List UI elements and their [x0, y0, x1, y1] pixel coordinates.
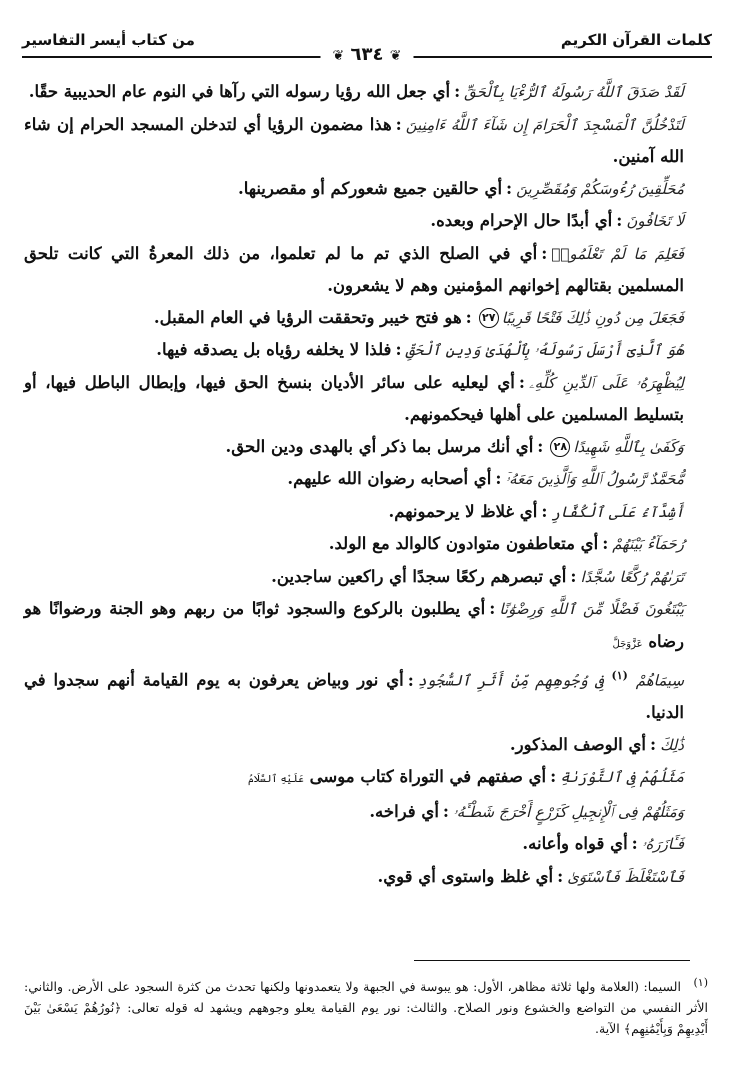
glossary-entry — [24, 593, 704, 660]
separator: : — [395, 114, 402, 134]
glossary-entry — [24, 561, 704, 594]
quran-phrase: ذَٰلِكَ — [660, 735, 684, 754]
page-number-value: ٦٣٤ — [350, 44, 384, 65]
separator: : — [465, 307, 472, 327]
explanation: أي يطلبون بالركوع والسجود ثوابًا من ربهم وهو الجنة ورضوانًا هو رضاه — [24, 599, 684, 651]
quran-phrase: فَٱسْتَغْلَظَ فَٱسْتَوَىٰ — [567, 867, 684, 886]
honorific: عَزَّوَجَلَّ — [612, 638, 643, 650]
glossary-entry — [24, 173, 704, 206]
quran-phrase: سِيمَاهُمْ — [635, 671, 685, 690]
glossary-entry — [24, 76, 704, 109]
quran-phrase: وَمَثَلُهُمْ فِى ٱلْإِنجِيلِ كَزَرْعٍ أَخْرَجَ شَطْـَٔهُۥ — [453, 802, 684, 821]
footnote-marker: (١) — [693, 976, 708, 989]
ornament-icon: ❦ — [389, 48, 402, 64]
quran-phrase: تَرَىٰهُمْ رُكَّعًا سُجَّدًا — [580, 567, 684, 586]
quran-phrase: لَتَدْخُلُنَّ ٱلْمَسْجِدَ ٱلْحَرَامَ إِن شَآءَ ٱللَّهُ ءَامِنِينَ — [405, 115, 684, 134]
honorific: عَلَيْهِ ٱلسَّلَامُ — [248, 774, 304, 785]
explanation: أي فراخه. — [369, 801, 439, 821]
quran-phrase: لِيُظْهِرَهُۥ عَلَى ٱلدِّينِ كُلِّهِۦ — [528, 373, 684, 392]
quran-phrase: رُحَمَآءُ بَيْنَهُمْ — [612, 535, 684, 553]
page-number — [321, 44, 414, 65]
glossary-entry — [24, 431, 704, 464]
quran-phrase: هُوَ ٱلَّذِىٓ أَرْسَلَ رَسُولَهُۥ بِٱلْهُدَىٰ وَدِينِ ٱلْحَقِّ — [405, 341, 684, 359]
glossary-entry — [24, 205, 704, 238]
explanation: أي أبدًا حال الإحرام وبعده. — [430, 211, 613, 230]
quran-phrase: مُّحَمَّدٌ رَّسُولُ ٱللَّهِ وَٱلَّذِينَ مَعَهُۥٓ — [505, 470, 684, 488]
separator: : — [442, 801, 450, 821]
separator: : — [631, 834, 638, 853]
separator: : — [650, 734, 657, 754]
glossary-entry — [24, 660, 704, 729]
separator: : — [495, 469, 502, 488]
glossary-entry — [24, 761, 704, 796]
quran-phrase: لَقَدْ صَدَقَ ٱللَّهُ رَسُولَهُ ٱلرُّءْيَا بِٱلْحَقِّ — [464, 83, 684, 101]
ornament-icon: ❦ — [332, 48, 345, 64]
quran-phrase: فِى وُجُوهِهِم مِّنْ أَثَرِ ٱلسُّجُودِ — [417, 671, 604, 690]
verse-number-icon: ٢٧ — [479, 308, 499, 328]
explanation: أي متعاطفون متوادون كالوالد مع الولد. — [328, 534, 599, 553]
separator: : — [407, 670, 414, 690]
separator: : — [395, 340, 402, 359]
glossary-entry — [24, 796, 704, 829]
glossary-entry — [24, 109, 704, 173]
book-title: كلمات القرآن الكريم — [560, 31, 712, 49]
glossary-entry — [24, 367, 704, 431]
explanation: هو فتح خيبر وتحققت الرؤيا في العام المقبل. — [153, 307, 462, 327]
verse-number-icon: ٢٨ — [550, 437, 570, 457]
separator: : — [454, 82, 461, 101]
quran-phrase: فَـَٔازَرَهُۥ — [641, 835, 684, 853]
quran-phrase: مُحَلِّقِينَ رُءُوسَكُمْ وَمُقَصِّرِينَ — [516, 179, 684, 198]
separator: : — [602, 534, 609, 553]
footnote-reference: (١) — [611, 669, 628, 682]
explanation: أي قواه وأعانه. — [522, 834, 628, 853]
source-title: من كتاب أيسر التفاسير — [22, 31, 195, 49]
explanation: أي نور وبياض يعرفون به يوم القيامة أنهم سجدوا في الدنيا. — [24, 670, 684, 722]
glossary-entry — [24, 334, 704, 367]
quran-phrase: فَجَعَلَ مِن دُونِ ذَٰلِكَ فَتْحًا قَرِيبًا — [501, 308, 684, 327]
glossary-entry — [24, 238, 704, 302]
glossary-entry — [24, 302, 704, 335]
glossary-entry — [24, 861, 704, 894]
separator: : — [541, 501, 548, 521]
glossary-entry — [24, 496, 704, 529]
footnote-divider — [414, 960, 690, 961]
separator: : — [518, 372, 525, 392]
quran-phrase: فَعَلِمَ مَا لَمْ تَعْلَمُوا۟ — [551, 244, 684, 263]
footnote — [24, 972, 708, 1039]
glossary-entry — [24, 463, 704, 496]
separator: : — [506, 178, 513, 198]
footnote-text: السيما: (العلامة ولها ثلاثة مظاهر، الأول: هو يبوسة في الجبهة ولا يتعمدونها ولكنها تحدث من كثرة السجود على الأرض. والثاني: الأثر النفسي من التواضع والخشوع ونور الصلاح. والثالث: نور يوم القيامة يعلو وجوههم ويشهد له قوله تعالى: ﴿نُورُهُمْ يَسْعَىٰ بَيْنَ أَيْدِيهِمْ وَبِأَيْمَٰنِهِم﴾ الآية. — [24, 979, 708, 1037]
explanation: أي أنك مرسل بما ذكر أي بالهدى ودين الحق. — [225, 436, 534, 456]
explanation: هذا مضمون الرؤيا أي لتدخلن المسجد الحرام إن شاء الله آمنين. — [24, 114, 684, 166]
separator: : — [557, 866, 564, 886]
separator: : — [541, 243, 548, 263]
quran-phrase: أَشِدَّآءُ عَلَى ٱلْكُفَّارِ — [551, 502, 684, 521]
explanation: أي أصحابه رضوان الله عليهم. — [287, 469, 492, 488]
separator: : — [489, 599, 496, 618]
explanation: أي جعل الله رؤيا رسوله التي رآها في النوم عام الحديبية حقًا. — [28, 82, 451, 101]
separator: : — [537, 436, 544, 456]
separator: : — [550, 767, 557, 786]
quran-phrase: لَا تَخَافُونَ — [626, 212, 684, 230]
explanation: أي غلظ واستوى أي قوي. — [377, 866, 554, 886]
glossary-entry — [24, 729, 704, 762]
separator: : — [616, 211, 623, 230]
explanation: أي صفتهم في التوراة كتاب موسى — [309, 767, 547, 786]
explanation: أي غلاظ لا يرحمونهم. — [388, 501, 538, 521]
explanation: أي تبصرهم ركعًا سجدًا أي راكعين ساجدين. — [271, 566, 567, 586]
explanation: أي في الصلح الذي تم ما لم تعلموا، من ذلك المعرةُ التي كانت تلحق المسلمين بقتالهم إخوانهم المؤمنين وهم لا يشعرون. — [24, 243, 684, 295]
glossary-entry — [24, 828, 704, 861]
quran-phrase: مَثَلُهُمْ فِى ٱلتَّوْرَىٰةِ — [560, 768, 684, 786]
explanation: أي حالقين جميع شعوركم أو مقصرينها. — [237, 178, 503, 198]
explanation: أي الوصف المذكور. — [509, 734, 646, 754]
glossary-body — [24, 76, 704, 893]
glossary-entry — [24, 528, 704, 561]
explanation: فلذا لا يخلفه رؤياه بل يصدقه فيها. — [156, 340, 392, 359]
quran-phrase: يَبْتَغُونَ فَضْلًا مِّنَ ٱللَّهِ وَرِضْوَٰنًا — [499, 600, 685, 618]
explanation: أي ليعليه على سائر الأديان بنسخ الحق فيها، وإبطال الباطل فيها، أو بتسليط المسلمين على أهلها فيحكمونهم. — [24, 372, 684, 424]
quran-phrase: وَكَفَىٰ بِٱللَّهِ شَهِيدًا — [573, 437, 684, 456]
separator: : — [570, 566, 577, 586]
